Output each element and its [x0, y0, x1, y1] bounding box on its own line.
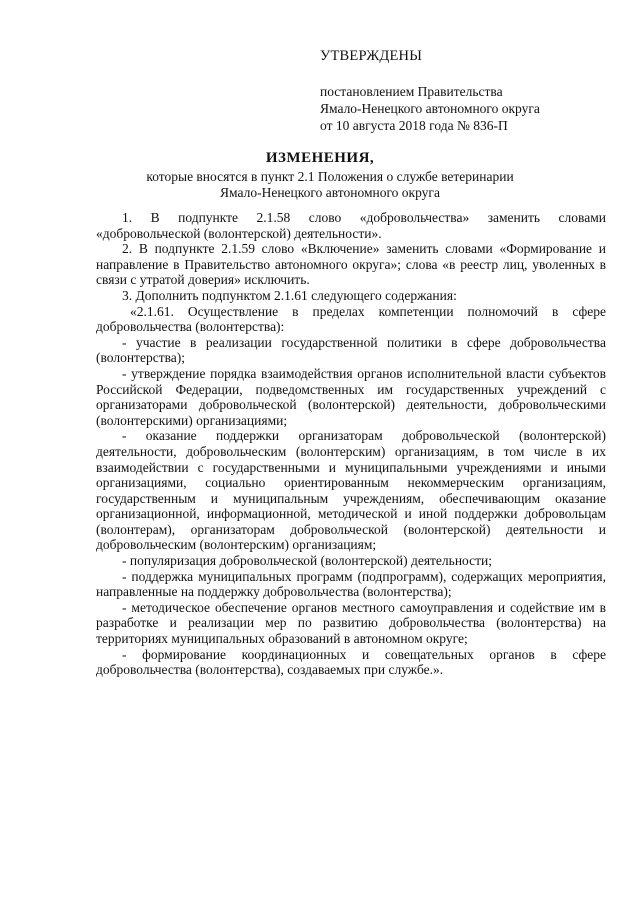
list-item: - утверждение порядка взаимодействия органов исполнительной власти субъектов Российской Федерации, подведомственных им государственных учреждений с организаторами добровольческой (волонтерской) деятельности, добровольческими (волонтерскими) организациями;	[96, 365, 606, 428]
list-item: - методическое обеспечение органов местного самоуправления и содействие им в разработке и реализации мер по развитию добровольчества (волонтерства) на территориях муниципальных образований в автономном округе;	[96, 599, 606, 647]
approval-line-date: от 10 августа 2018 года № 836-П	[320, 118, 508, 133]
list-item: - оказание поддержки организаторам добровольческой (волонтерской) деятельности, добровольческим (волонтерским) организациям, в том числе в их взаимодействии с государственными и муниципальными учреждениями и иными организациями, социально ориентированным некоммерческим организациям, государственным и муниципальным учреждениям, обеспечивающим оказание организационной, информационной, методической и иной поддержки добровольцам (волонтерам), организаторам добровольческой (волонтерской) деятельности и добровольческим (волонтерским) организациям;	[96, 428, 606, 553]
list-item: - популяризация добровольческой (волонтерской) деятельности;	[122, 553, 492, 569]
document-body	[96, 210, 606, 678]
list-item: - участие в реализации государственной политики в сфере добровольчества (волонтерства);	[96, 334, 606, 366]
approval-line-authority: Ямало-Ненецкого автономного округа	[320, 101, 540, 116]
paragraph-3: 3. Дополнить подпунктом 2.1.61 следующего содержания:	[122, 287, 457, 303]
list-item: - поддержка муниципальных программ (подпрограмм), содержащих мероприятия, направленные на поддержку добровольчества (волонтерства);	[96, 568, 606, 600]
paragraph-1: 1. В подпункте 2.1.58 слово «добровольчества» заменить словами «добровольческой (волонтерской) деятельности».	[96, 210, 606, 241]
document-title: ИЗМЕНЕНИЯ,	[265, 150, 375, 166]
approval-block	[320, 48, 540, 134]
approval-heading: УТВЕРЖДЕНЫ	[320, 48, 423, 64]
list-item: - формирование координационных и совещательных органов в сфере добровольчества (волонтерства), создаваемых при службе.».	[96, 646, 606, 678]
subpoint-2-1-61: «2.1.61. Осуществление в пределах компетенции полномочий в сфере добровольчества (волонтерства):	[96, 303, 606, 335]
document-subtitle: которые вносятся в пункт 2.1 Положения о службе ветеринарии Ямало-Ненецкого автономного округа	[146, 169, 514, 200]
approval-line-decree: постановлением Правительства	[320, 84, 503, 99]
paragraph-2: 2. В подпункте 2.1.59 слово «Включение» заменить словами «Формирование и направление в Правительство автономного округа»; слова «в реестр лиц, уволенных в связи с утратой доверия» исключить.	[96, 241, 606, 288]
